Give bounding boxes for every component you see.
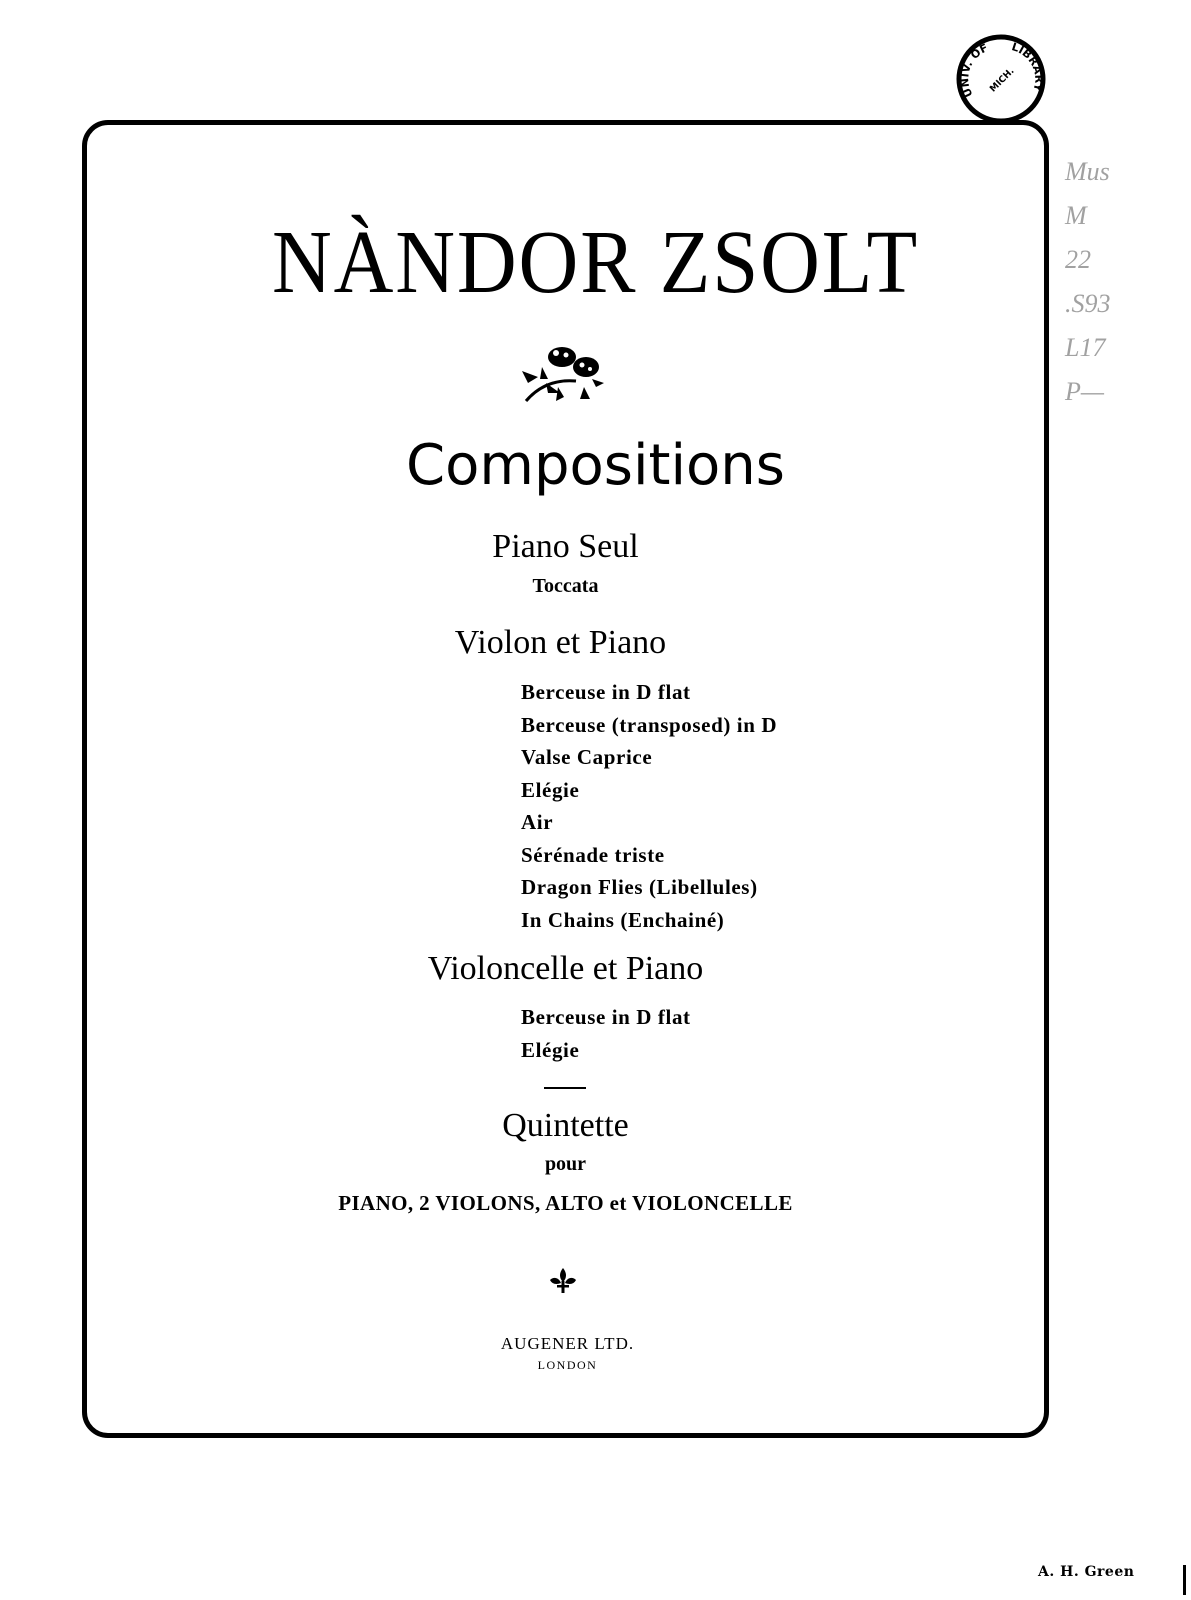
section-heading-violoncelle-et-piano: Violoncelle et Piano bbox=[427, 950, 704, 987]
quintette-instruments: PIANO, 2 VIOLONS, ALTO et VIOLONCELLE bbox=[338, 1191, 793, 1215]
library-stamp-icon bbox=[955, 33, 1047, 125]
divider-rule bbox=[544, 1087, 586, 1089]
list-item: Berceuse (transposed) in D bbox=[521, 712, 778, 737]
page-title: Compositions bbox=[406, 433, 785, 498]
call-number-line: Mus bbox=[1065, 157, 1110, 186]
list-item: Berceuse in D flat bbox=[521, 1005, 691, 1029]
svg-text:UNIV. OF: UNIV. OF bbox=[958, 41, 990, 100]
section-heading-piano-seul: Piano Seul bbox=[492, 528, 639, 565]
list-item: Berceuse in D flat bbox=[521, 680, 691, 704]
list-item: Air bbox=[521, 810, 554, 834]
list-item: Elégie bbox=[521, 1037, 580, 1062]
violon-works-list bbox=[521, 676, 777, 936]
composer-name: NÀNDOR ZSOLT bbox=[272, 213, 919, 312]
call-number-line: M bbox=[1065, 201, 1087, 230]
quintette-pour: pour bbox=[544, 1153, 587, 1175]
call-number-line: 22 bbox=[1065, 245, 1091, 274]
svg-text:MICH.: MICH. bbox=[988, 66, 1017, 95]
list-item: Valse Caprice bbox=[521, 745, 653, 769]
list-item: In Chains (Enchainé) bbox=[521, 907, 725, 932]
list-item: Dragon Flies (Libellules) bbox=[521, 875, 758, 899]
section-heading-violon-et-piano: Violon et Piano bbox=[454, 624, 667, 661]
floral-ornament-icon bbox=[518, 343, 608, 405]
page-edge-mark bbox=[1183, 1565, 1186, 1595]
publisher-name: AUGENER LTD. bbox=[500, 1334, 635, 1353]
violoncelle-works-list bbox=[521, 1001, 691, 1066]
call-number-line: .S93 bbox=[1065, 289, 1111, 318]
fleur-de-lis-icon bbox=[548, 1266, 578, 1296]
bookplate-signature: A. H. Green bbox=[1038, 1564, 1135, 1580]
list-item: Elégie bbox=[521, 777, 580, 802]
work-toccata: Toccata bbox=[532, 575, 599, 597]
svg-text:LIBRARY: LIBRARY bbox=[1010, 40, 1046, 93]
section-heading-quintette: Quintette bbox=[502, 1107, 629, 1144]
publisher-city: LONDON bbox=[537, 1358, 598, 1372]
call-number-line: L17 bbox=[1065, 333, 1106, 362]
call-number-line: P— bbox=[1065, 377, 1104, 406]
list-item: Sérénade triste bbox=[521, 842, 665, 867]
